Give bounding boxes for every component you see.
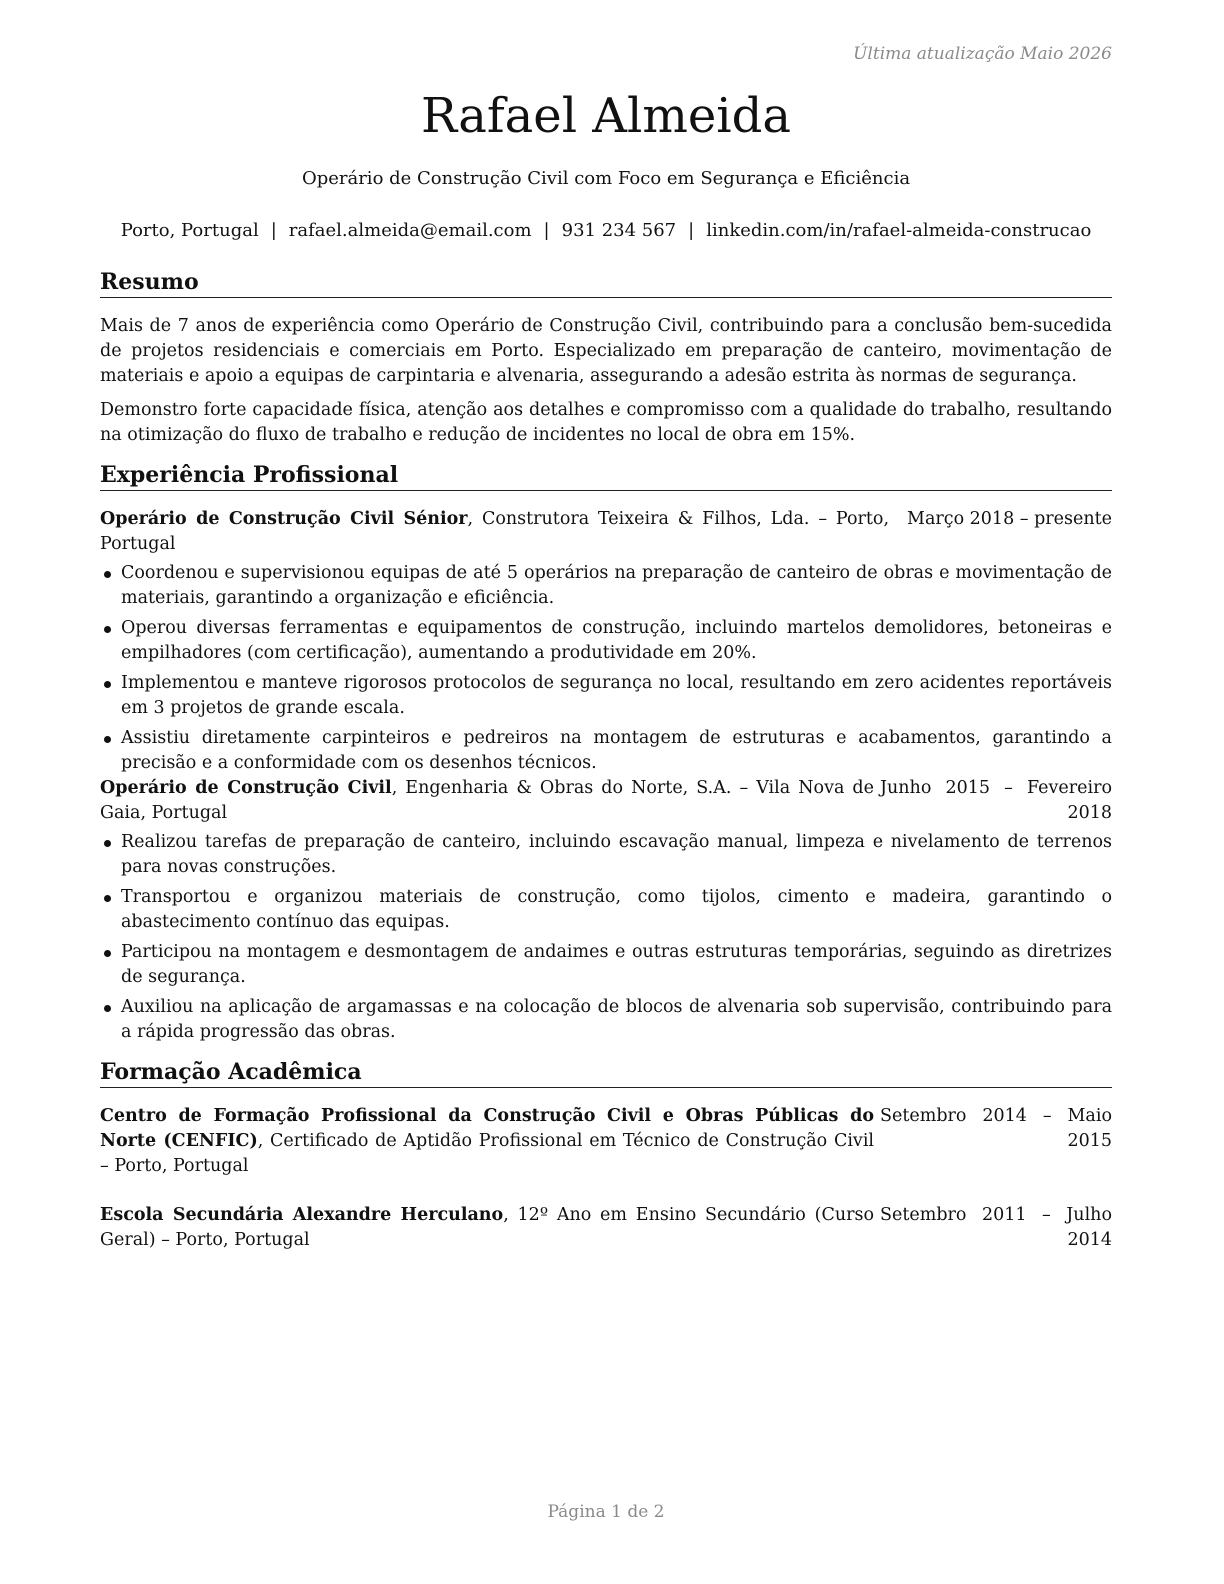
contact-location: Porto, Portugal — [120, 220, 259, 241]
job-bullets — [100, 830, 1112, 1045]
section-heading-experience: Experiência Profissional — [100, 463, 1112, 491]
education-details: , 12º Ano em Ensino Secundário (Curso Geral) – Porto, Portugal — [100, 1205, 874, 1250]
list-item: Operou diversas ferramentas e equipamentos de construção, incluindo martelos demolidores, betoneiras e empilhadores (com certificação), aumentando a produtividade em 20%. — [100, 616, 1112, 666]
list-item: Coordenou e supervisionou equipas de até 5 operários na preparação de canteiro de obras e movimentação de materiais, garantindo a organização e eficiência. — [100, 561, 1112, 611]
section-heading-education: Formação Acadêmica — [100, 1060, 1112, 1088]
contact-email[interactable]: rafael.almeida@email.com — [288, 220, 532, 241]
list-item: Participou na montagem e desmontagem de andaimes e outras estruturas temporárias, seguindo as diretrizes de segurança. — [100, 940, 1112, 990]
education-entry — [100, 1104, 1112, 1179]
last-updated: Última atualização Maio 2026 — [853, 44, 1112, 64]
candidate-name: Rafael Almeida — [421, 88, 791, 144]
job-entry — [100, 507, 1112, 781]
education-institution: Centro de Formação Profissional da Construção Civil e Obras Públicas do Norte (CENFIC) — [100, 1106, 874, 1151]
job-header — [100, 507, 1112, 557]
contact-line — [100, 220, 1112, 241]
contact-separator: | — [543, 220, 550, 241]
education-line — [100, 1203, 874, 1253]
job-details: , Engenharia & Obras do Norte, S.A. – Vila Nova de Gaia, Portugal — [100, 778, 874, 823]
job-entry — [100, 776, 1112, 1050]
education-header — [100, 1104, 1112, 1179]
contact-phone: 931 234 567 — [561, 220, 677, 241]
job-header — [100, 776, 1112, 826]
job-dates: Junho 2015 – Fevereiro 2018 — [880, 778, 1112, 823]
education-institution: Escola Secundária Alexandre Herculano — [100, 1205, 504, 1225]
summary-section — [100, 314, 1112, 457]
job-title: Operário de Construção Civil Sénior — [100, 509, 468, 529]
list-item: Implementou e manteve rigorosos protocolos de segurança no local, resultando em zero acidentes reportáveis em 3 projetos de grande escala. — [100, 671, 1112, 721]
candidate-subtitle: Operário de Construção Civil com Foco em Segurança e Eficiência — [301, 168, 911, 189]
job-title: Operário de Construção Civil — [100, 778, 392, 798]
list-item: Auxiliou na aplicação de argamassas e na colocação de blocos de alvenaria sob supervisão, contribuindo para a rápida progressão das obras. — [100, 995, 1112, 1045]
job-details: , Construtora Teixeira & Filhos, Lda. – Porto, Portugal — [100, 509, 890, 554]
contact-linkedin[interactable]: linkedin.com/in/rafael-almeida-construcao — [706, 220, 1092, 241]
list-item: Transportou e organizou materiais de construção, como tijolos, cimento e madeira, garantindo o abastecimento contínuo das equipas. — [100, 885, 1112, 935]
summary-paragraph: Mais de 7 anos de experiência como Operário de Construção Civil, contribuindo para a conclusão bem-sucedida de projetos residenciais e comerciais em Porto. Especializado em preparação de canteiro, movimentação de materiais e apoio a equipas de carpintaria e alvenaria, assegurando a adesão estrita às normas de segurança. — [100, 316, 1112, 386]
education-details: , Certificado de Aptidão Profissional em Técnico de Construção Civil – Porto, Portugal — [100, 1131, 875, 1176]
job-dates: Março 2018 – presente — [907, 509, 1112, 529]
page-number: Página 1 de 2 — [547, 1502, 665, 1522]
contact-separator: | — [270, 220, 277, 241]
contact-separator: | — [688, 220, 695, 241]
summary-paragraph: Demonstro forte capacidade física, atenção aos detalhes e compromisso com a qualidade do trabalho, resultando na otimização do fluxo de trabalho e redução de incidentes no local de obra em 15%. — [100, 400, 1112, 445]
education-entry — [100, 1203, 1112, 1253]
resume-page — [100, 0, 1112, 1584]
list-item: Assistiu diretamente carpinteiros e pedreiros na montagem de estruturas e acabamentos, garantindo a precisão e a conformidade com os desenhos técnicos. — [100, 726, 1112, 776]
education-header — [100, 1203, 1112, 1253]
list-item: Realizou tarefas de preparação de canteiro, incluindo escavação manual, limpeza e nivelamento de terrenos para novas construções. — [100, 830, 1112, 880]
job-title-line — [100, 507, 889, 557]
education-line — [100, 1104, 874, 1179]
education-dates: Setembro 2011 – Julho 2014 — [880, 1205, 1112, 1250]
job-bullets — [100, 561, 1112, 776]
job-title-line — [100, 776, 874, 826]
section-heading-summary: Resumo — [100, 270, 1112, 298]
education-dates: Setembro 2014 – Maio 2015 — [880, 1106, 1112, 1151]
